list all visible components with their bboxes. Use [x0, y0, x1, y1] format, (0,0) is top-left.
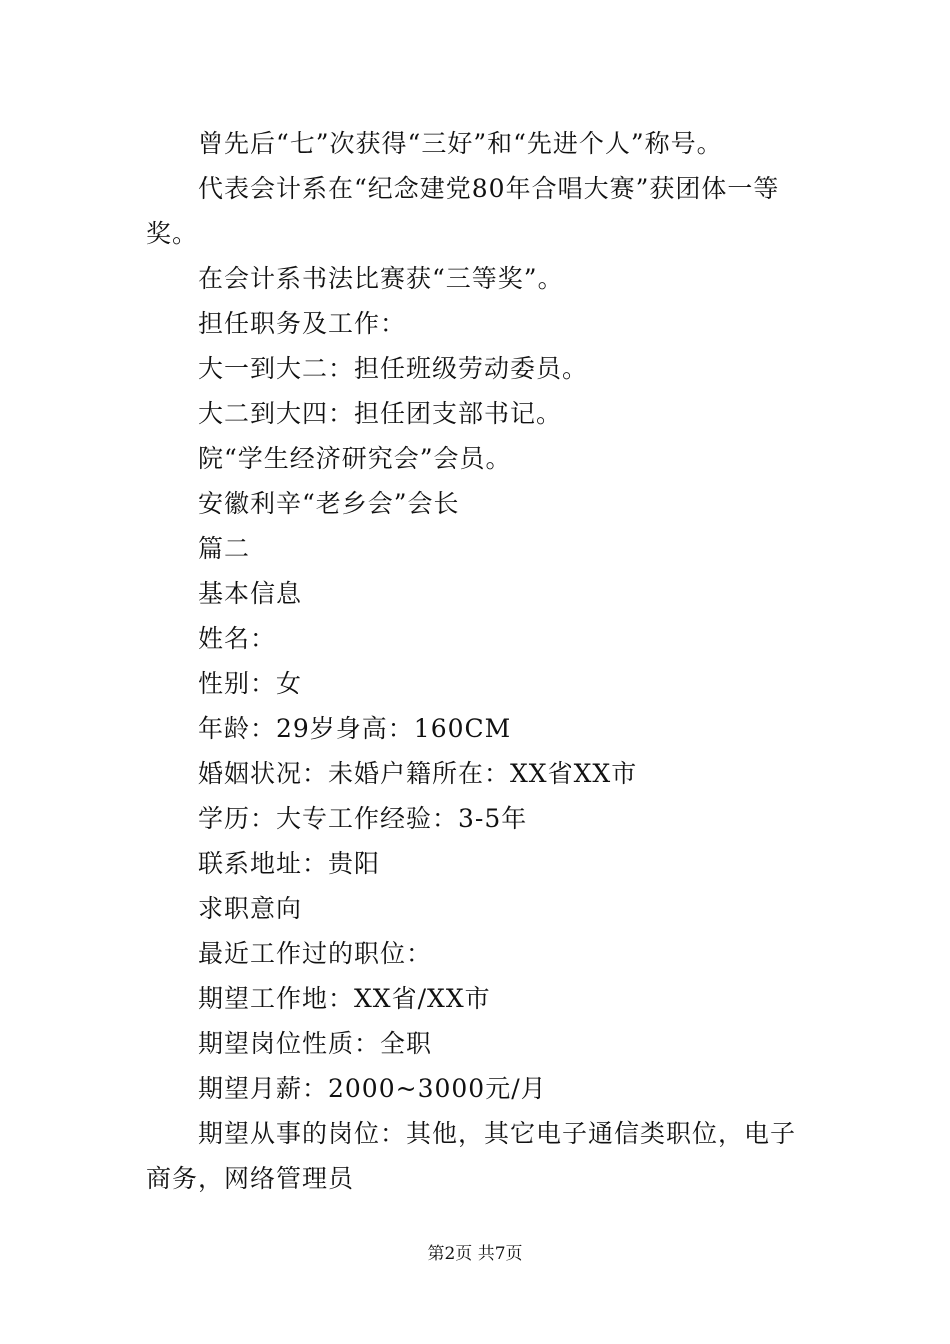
- paragraph: 性别：女: [198, 669, 303, 698]
- page-number-footer: 第2页 共7页: [427, 1244, 523, 1264]
- paragraph: 期望岗位性质：全职: [198, 1029, 433, 1058]
- paragraph: 期望工作地：XX省/XX市: [198, 984, 491, 1013]
- section-heading: 基本信息: [198, 579, 303, 608]
- paragraph: 姓名：: [198, 624, 277, 653]
- paragraph: 大一到大二：担任班级劳动委员。: [198, 354, 589, 383]
- section-heading: 求职意向: [198, 894, 303, 923]
- paragraph: 在会计系书法比赛获“三等奖”。: [198, 264, 564, 293]
- document-body: [146, 121, 808, 1201]
- paragraph: 担任职务及工作：: [198, 309, 407, 338]
- paragraph: 最近工作过的职位：: [198, 939, 433, 968]
- paragraph: 院“学生经济研究会”会员。: [198, 444, 512, 473]
- paragraph: 曾先后“七”次获得“三好”和“先进个人”称号。: [198, 129, 723, 158]
- paragraph: 婚姻状况：未婚户籍所在：XX省XX市: [198, 759, 638, 788]
- section-heading: 篇二: [198, 534, 251, 563]
- paragraph: 期望月薪：2000~3000元/月: [198, 1074, 547, 1103]
- paragraph: 期望从事的岗位：其他，其它电子通信类职位，电子商务，网络管理员: [146, 1119, 797, 1193]
- paragraph: 年龄：29岁身高：160CM: [198, 714, 512, 743]
- paragraph: 代表会计系在“纪念建党80年合唱大赛”获团体一等奖。: [146, 174, 780, 248]
- paragraph: 学历：大专工作经验：3-5年: [198, 804, 528, 833]
- paragraph: 大二到大四：担任团支部书记。: [198, 399, 563, 428]
- paragraph: 安徽利辛“老乡会”会长: [198, 489, 460, 518]
- paragraph: 联系地址：贵阳: [198, 849, 381, 878]
